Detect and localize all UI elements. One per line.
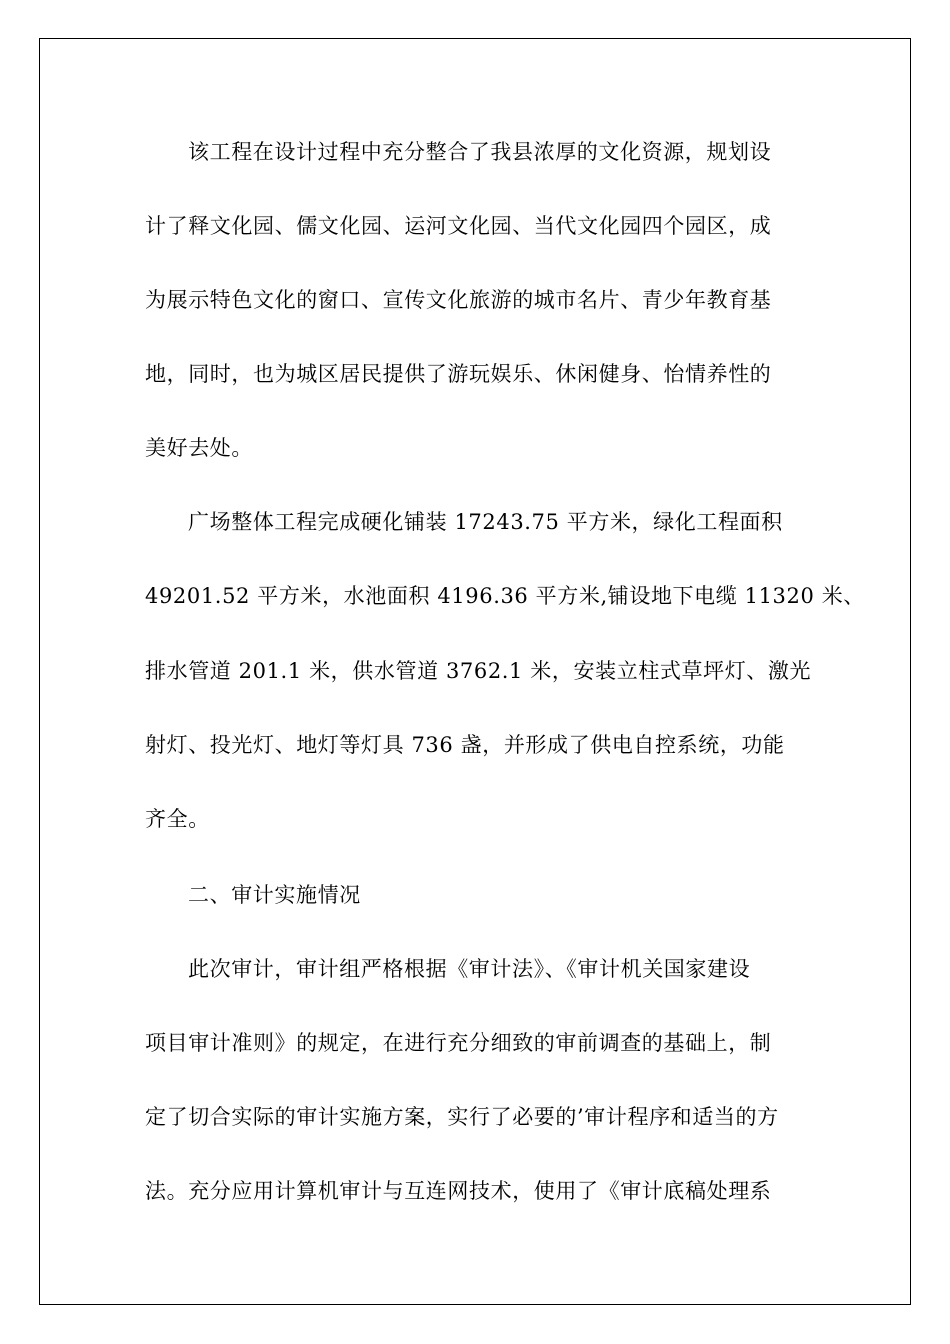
paragraph-1-line-1: 该工程在设计过程中充分整合了我县浓厚的文化资源，规划设: [188, 140, 772, 164]
paragraph-3-line-1: 此次审计，审计组严格根据《审计法》、《审计机关国家建设: [188, 957, 751, 981]
paragraph-3-line-3: 定了切合实际的审计实施方案，实行了必要的’审计程序和适当的方: [145, 1105, 779, 1129]
paragraph-2-line-1: 广场整体工程完成硬化铺装 17243.75 平方米，绿化工程面积: [188, 510, 783, 534]
paragraph-3-line-2: 项目审计准则》的规定，在进行充分细致的审前调查的基础上，制: [145, 1031, 772, 1055]
paragraph-2-line-2: 49201.52 平方米，水池面积 4196.36 平方米,铺设地下电缆 11320 米、: [145, 584, 865, 608]
paragraph-1-line-3: 为展示特色文化的窗口、宣传文化旅游的城市名片、青少年教育基: [145, 288, 772, 312]
paragraph-1-line-4: 地，同时，也为城区居民提供了游玩娱乐、休闲健身、怡情养性的: [145, 362, 772, 386]
section-heading: 二、审计实施情况: [188, 883, 361, 907]
paragraph-1-line-2: 计了释文化园、儒文化园、运河文化园、当代文化园四个园区，成: [145, 214, 772, 238]
paragraph-3-line-4: 法。充分应用计算机审计与互连网技术，使用了《审计底稿处理系: [145, 1179, 772, 1203]
paragraph-2-line-5: 齐全。: [145, 807, 210, 831]
paragraph-1-line-5: 美好去处。: [145, 436, 253, 460]
paragraph-2-line-3: 排水管道 201.1 米，供水管道 3762.1 米，安装立柱式草坪灯、激光: [145, 659, 812, 683]
paragraph-2-line-4: 射灯、投光灯、地灯等灯具 736 盏，并形成了供电自控系统，功能: [145, 733, 785, 757]
